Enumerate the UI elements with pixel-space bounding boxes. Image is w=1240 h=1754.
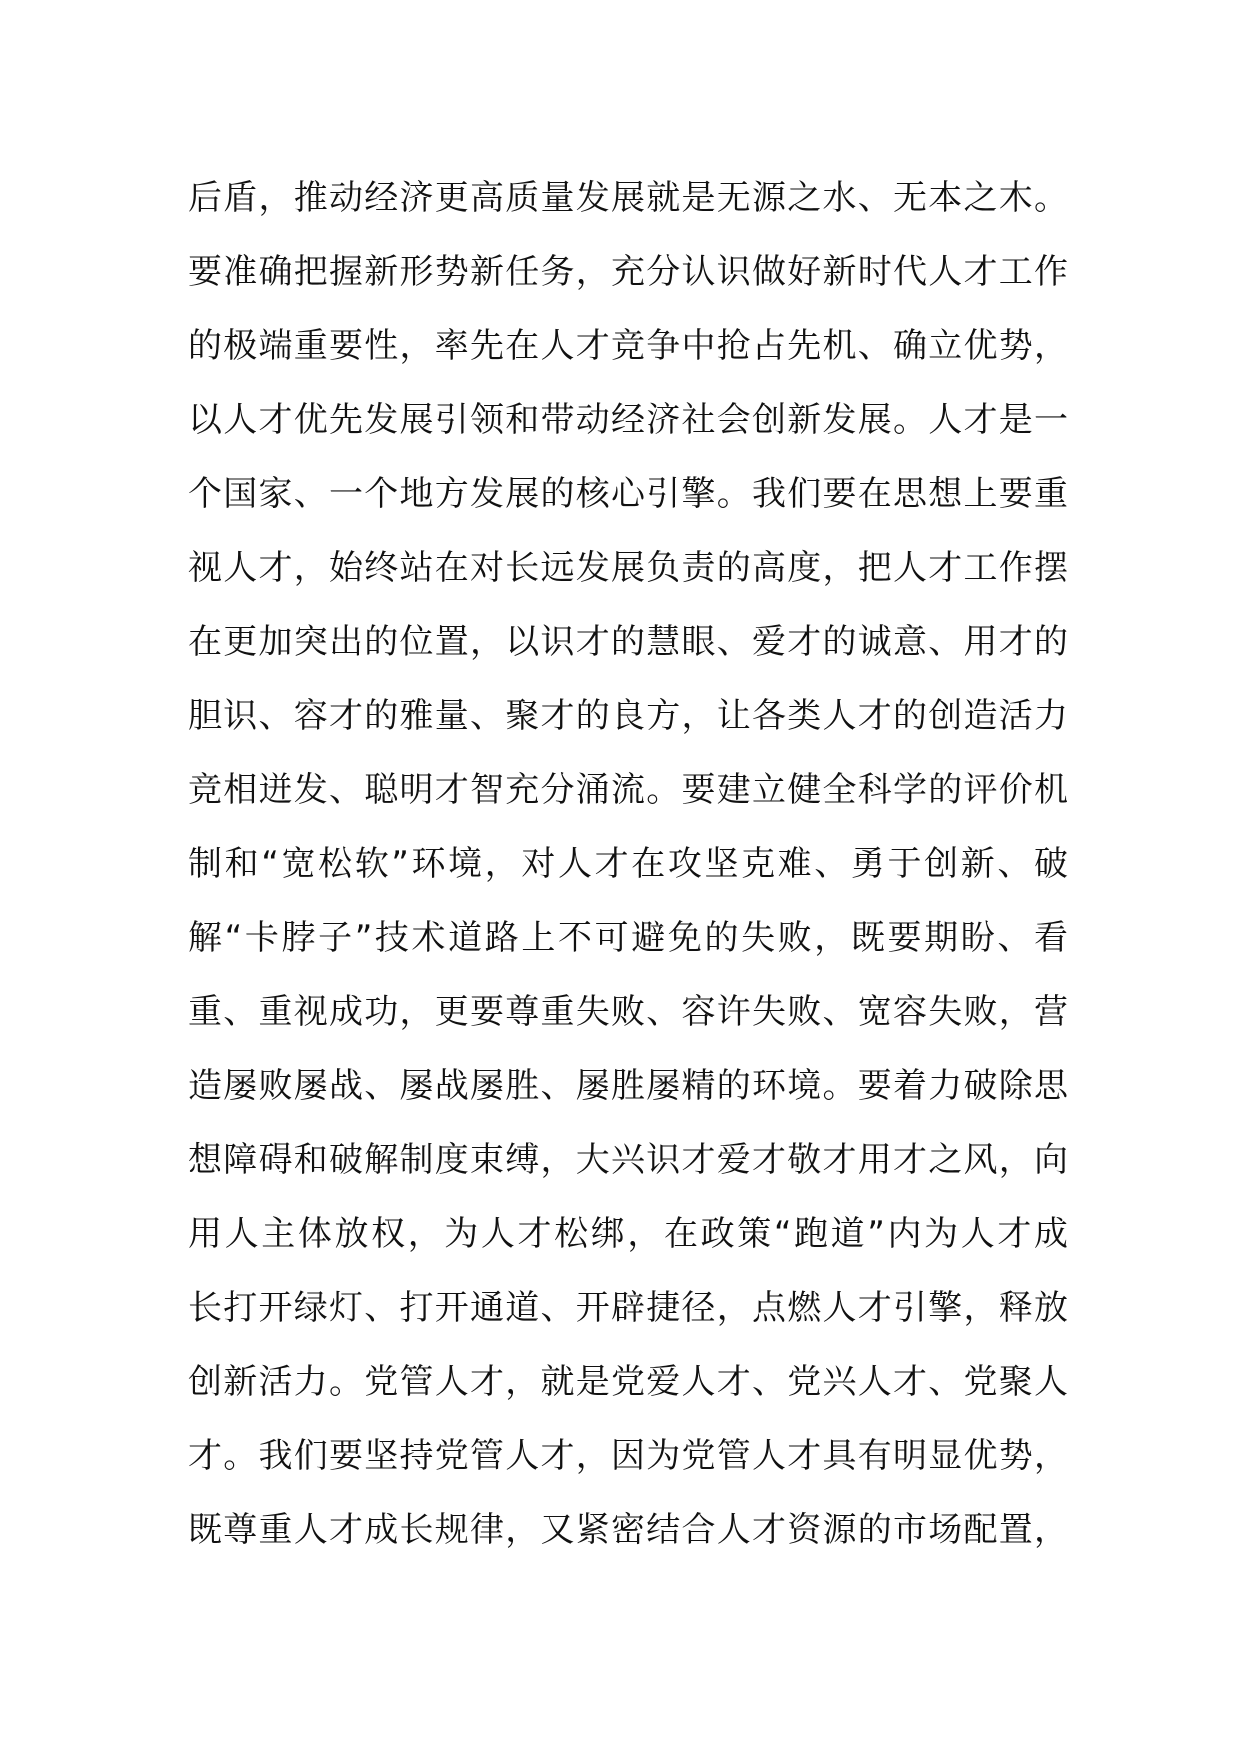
text-line: 既尊重人才成长规律，又紧密结合人才资源的市场配置， [188, 1510, 1068, 1550]
text-line: 的极端重要性，率先在人才竞争中抢占先机、确立优势， [188, 326, 1068, 366]
text-line: 创新活力。党管人才，就是党爱人才、党兴人才、党聚人 [188, 1362, 1068, 1402]
text-line: 个国家、一个地方发展的核心引擎。我们要在思想上要重 [188, 474, 1068, 514]
text-line: 在更加突出的位置，以识才的慧眼、爱才的诚意、用才的 [188, 622, 1068, 662]
body-paragraph [188, 168, 1068, 1574]
text-line: 以人才优先发展引领和带动经济社会创新发展。人才是一 [188, 400, 1068, 440]
text-line: 长打开绿灯、打开通道、开辟捷径，点燃人才引擎，释放 [188, 1288, 1068, 1328]
text-line: 后盾，推动经济更高质量发展就是无源之水、无本之木。 [188, 178, 1068, 218]
text-line: 胆识、容才的雅量、聚才的良方，让各类人才的创造活力 [188, 696, 1068, 736]
text-line: 才。我们要坚持党管人才，因为党管人才具有明显优势， [188, 1436, 1068, 1476]
text-line: 要准确把握新形势新任务，充分认识做好新时代人才工作 [188, 252, 1068, 292]
text-line: 解“卡脖子”技术道路上不可避免的失败，既要期盼、看 [188, 918, 1068, 958]
text-line: 用人主体放权，为人才松绑，在政策“跑道”内为人才成 [188, 1214, 1068, 1254]
text-line: 想障碍和破解制度束缚，大兴识才爱才敬才用才之风，向 [188, 1140, 1068, 1180]
text-line: 视人才，始终站在对长远发展负责的高度，把人才工作摆 [188, 548, 1068, 588]
text-line: 造屡败屡战、屡战屡胜、屡胜屡精的环境。要着力破除思 [188, 1066, 1068, 1106]
text-line: 竞相迸发、聪明才智充分涌流。要建立健全科学的评价机 [188, 770, 1068, 810]
text-line: 重、重视成功，更要尊重失败、容许失败、宽容失败，营 [188, 992, 1068, 1032]
text-line: 制和“宽松软”环境，对人才在攻坚克难、勇于创新、破 [188, 844, 1068, 884]
